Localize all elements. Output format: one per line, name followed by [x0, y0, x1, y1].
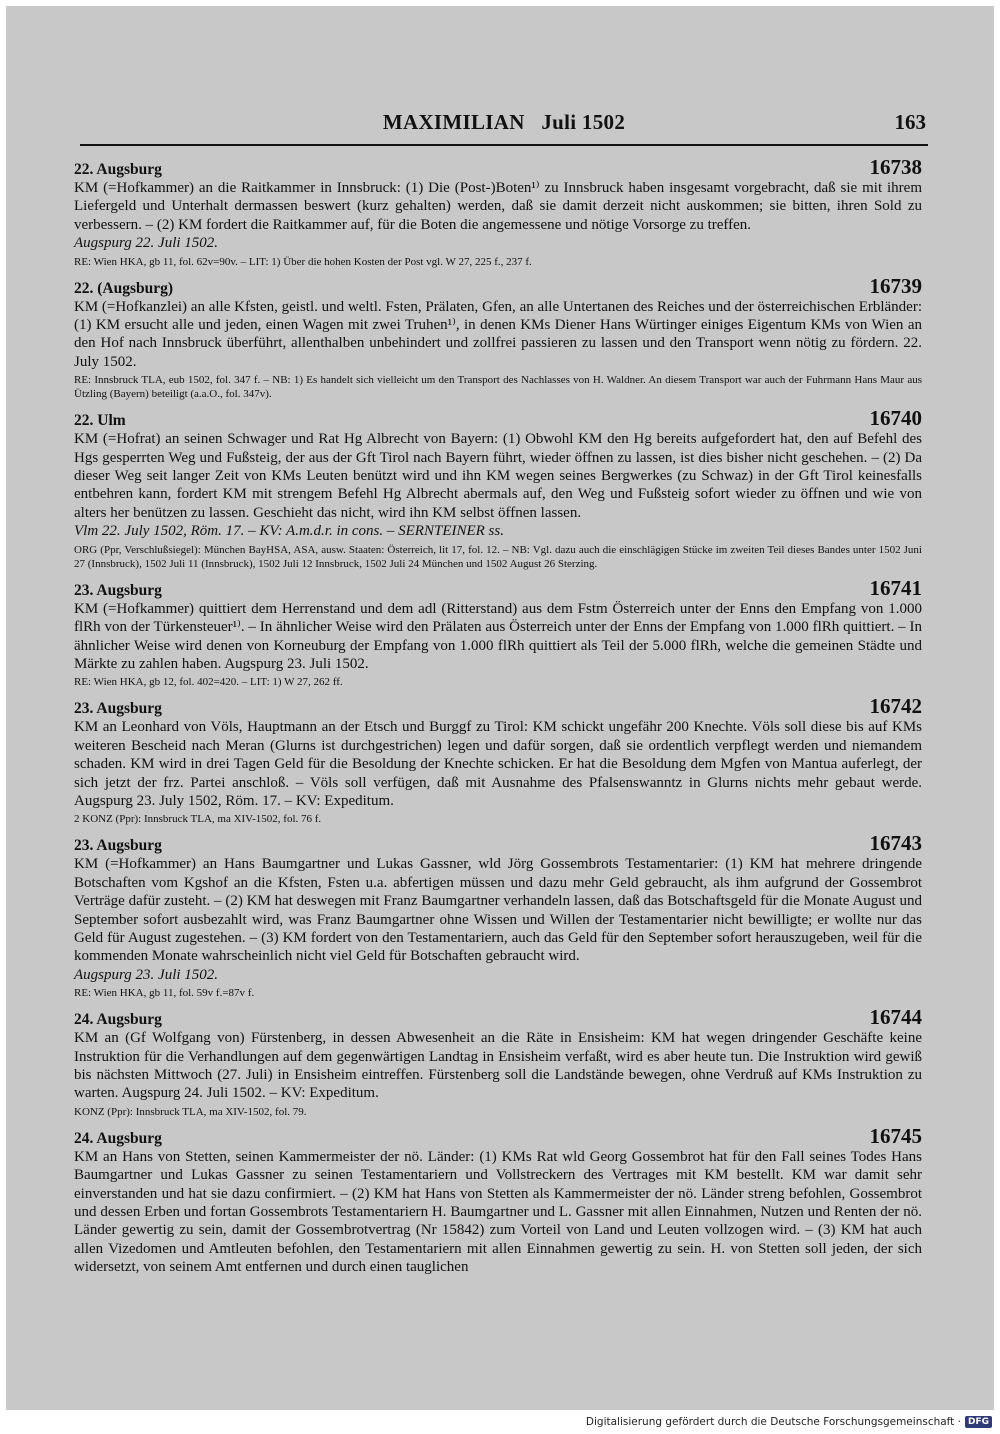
entry-number: 16743	[869, 831, 922, 856]
entry-reference: RE: Wien HKA, gb 11, fol. 62v=90v. – LIT: 1) Über die hohen Kosten der Post vgl. W 27, 225 f., 237 f.	[74, 255, 532, 268]
entry-body: KM an (Gf Wolfgang von) Fürstenberg, in dessen Abwesenheit an die Räte in Ensisheim: KM hat wegen dringender Geschäfte keine Instruktion für die Verhandlungen auf dem gegenwärtigen Landtag in Ensisheim verfaßt, wird es aber heute tun. Die Instruktion wird gewiß bis nächsten Mittwoch (27. Juli) in Ensisheim eintreffen. Fürstenberg soll die Landstände bewegen, ohne Verdruß auf KMs Instruktion zu warten. Augspurg 24. Juli 1502. – KV: Expeditum.	[74, 1030, 922, 1102]
entry-reference: RE: Wien HKA, gb 11, fol. 59v f.=87v f.	[74, 987, 255, 1000]
entry-date: 24. Augsburg	[74, 1011, 162, 1029]
entry-signature: Augspurg 22. Juli 1502.	[74, 235, 219, 252]
entry-16740	[74, 406, 922, 570]
entry-body: KM (=Hofkanzlei) an alle Kfsten, geistl. und weltl. Fsten, Prälaten, Gfen, an alle Untertanen des Reiches und der österreichischen Erbländer: (1) KM ersucht alle und jeden, einen Wagen mit zwei Truhen¹⁾, in denen KMs Diener Hans Würtinger einiges Eigentum KMs von Wien an den Hof nach Innsbruck überführt, allenthalben unbehindert und zollfrei passieren zu lassen und den Transport wenn nötig zu fördern. 22. July 1502.	[74, 298, 922, 370]
entry-body: KM an Leonhard von Völs, Hauptmann an der Etsch und Burggf zu Tirol: KM schickt ungefähr 200 Knechte. Völs soll diese bis auf KMs weiteren Bescheid nach Meran (Glurns ist durchgestrichen) legen und dafür sorgen, daß sie ordentlich verpflegt werden und niemandem schaden. KM wird in drei Tagen Geld für die Besoldung der Knechte schicken. Er hat die Besoldung dem Mgfen von Mantua auferlegt, der sich jetzt der frz. Partei anschloß. – Völs soll verfügen, daß mit Ausnahme des Pfalsenswanntz in Glurns nichts mehr gebaut werde. Augspurg 23. July 1502, Röm. 17. – KV: Expeditum.	[74, 719, 922, 809]
entry-reference: KONZ (Ppr): Innsbruck TLA, ma XIV-1502, fol. 79.	[74, 1105, 307, 1118]
entry-16741	[74, 575, 922, 690]
entry-reference: 2 KONZ (Ppr): Innsbruck TLA, ma XIV-1502, fol. 76 f.	[74, 813, 322, 826]
entry-body: KM (=Hofkammer) quittiert dem Herrenstand und dem adl (Ritterstand) aus dem Fstm Österreich unter der Enns den Empfang von 1.000 flRh von der Türkensteuer¹⁾. – In ähnlicher Weise wird den Prälaten aus Österreich unter der Enns der Empfang von 1.000 flRh quittiert. – In ähnlicher Weise wird denen von Korneuburg der Empfang von 1.000 flRh quittiert als Teil der 5.000 flRh, welche die gemeinen Städte und Märkte zu zahlen haben. Augspurg 23. Juli 1502.	[74, 600, 922, 672]
entry-16745	[74, 1123, 922, 1277]
entry-date: 23. Augsburg	[74, 837, 162, 855]
entry-16739	[74, 273, 922, 402]
entry-date: 22. (Augsburg)	[74, 279, 174, 297]
entry-body: KM (=Hofkammer) an die Raitkammer in Innsbruck: (1) Die (Post-)Boten¹⁾ zu Innsbruck haben insgesamt vorgebracht, daß sie mit ihrem Liefergeld und Unterhalt dermassen beswert (kurz gehalten) werden, daß sie damit derzeit nicht auskommen; sie bitten, ihren Sold zu verbessern. – (2) KM fordert die Raitkammer auf, für die Boten die angemessene und nötige Vorsorge zu treffen.	[74, 180, 922, 233]
entry-body: KM (=Hofrat) an seinen Schwager und Rat Hg Albrecht von Bayern: (1) Obwohl KM den Hg bereits aufgefordert hat, den auf Befehl des Hgs gesperrten Weg und Fußsteig, der aus der Gft Tirol nach Bayern führt, wieder öffnen zu lassen, ist dies bisher nicht geschehen. – (2) Da dieser Weg seit langer Zeit von KMs Leuten benützt wird und ihn KM wegen seines Bergwerkes (zu Schwaz) in der Gft Tirol keinesfalls entbehren kann, fordert KM mit strengem Befehl Hg Albrecht abermals auf, den Weg und Fußsteig sofort wieder zu öffnen und wie von alters her benützen zu lassen. Geschieht das nicht, wird ihn KM selbst öffnen lassen.	[74, 431, 922, 521]
entry-date: 23. Augsburg	[74, 581, 162, 599]
entry-16738	[74, 155, 922, 269]
entry-16743	[74, 831, 922, 1000]
entry-number: 16738	[869, 155, 922, 179]
entry-signature: Augspurg 23. Juli 1502.	[74, 966, 219, 983]
entry-number: 16741	[869, 575, 922, 600]
page-header	[80, 110, 928, 146]
entry-number: 16745	[869, 1123, 922, 1148]
entry-date: 22. Ulm	[74, 412, 126, 430]
entry-date: 23. Augsburg	[74, 700, 162, 718]
entry-number: 16744	[869, 1005, 922, 1030]
entry-date: 22. Augsburg	[74, 161, 162, 178]
page-footer	[586, 1416, 992, 1428]
entry-reference: RE: Innsbruck TLA, eub 1502, fol. 347 f. – NB: 1) Es handelt sich vielleicht um den Transport des Nachlasses von H. Waldner. An diesem Transport war auch der Fuhrmann Hans Maur aus Ützling (Bayern) beteiligt (a.a.O., fol. 347v).	[74, 374, 922, 401]
funding-note: Digitalisierung gefördert durch die Deutsche Forschungsgemeinschaft ·	[585, 1416, 961, 1428]
entry-reference: ORG (Ppr, Verschlußsiegel): München BayHSA, ASA, ausw. Staaten: Österreich, lit 17, fol. 12. – NB: Vgl. dazu auch die einschlägigen Stücke im zweiten Teil dieses Bandes unter 1502 Juni 27 (Innsbruck), 1502 Juli 11 (Innsbruck), 1502 Juli 12 Innsbruck, 1502 Juli 24 München und 1502 August 26 Sterzing.	[74, 543, 922, 570]
dfg-logo: DFG	[965, 1416, 992, 1428]
entry-number: 16742	[869, 694, 922, 719]
entry-date: 24. Augsburg	[74, 1129, 162, 1147]
entry-reference: RE: Wien HKA, gb 12, fol. 402=420. – LIT: 1) W 27, 262 ff.	[74, 676, 343, 689]
running-title: MAXIMILIAN Juli 1502	[382, 110, 626, 134]
entry-signature: Vlm 22. July 1502, Röm. 17. – KV: A.m.d.r. in cons. – SERNTEINER ss.	[74, 523, 504, 540]
page-number: 163	[894, 110, 926, 134]
entry-body: KM an Hans von Stetten, seinen Kammermeister der nö. Länder: (1) KMs Rat wld Georg Gossembrot hat für den Fall seines Todes Hans Baumgartner und Lukas Gassner zu seinen Testamentariern und Vollstreckern des Vertrages mit KM bestellt. KM war damit sehr einverstanden und hat sie dazu confirmiert. – (2) KM hat Hans von Stetten als Kammermeister der nö. Länder streng befohlen, Gossembrot und dessen Erben und fortan Gossembrots Testamentariern H. Baumgartner und L. Gassner mit allen Einnahmen, Nutzen und Renten der nö. Länder gewertig zu sein, damit der Gossembrotvertrag (Nr 15842) zum Vorteil von Land und Leuten vollzogen wird. – (3) KM hat auch allen Vizedomen und Amtleuten befohlen, den Testamentariern mit allen Einnahmen gewertig zu sein. H. von Stetten soll jeden, der sich widersetzt, von seinem Amt entfernen und durch einen tauglichen	[74, 1148, 922, 1276]
entry-number: 16739	[869, 273, 922, 298]
entry-body: KM (=Hofkammer) an Hans Baumgartner und Lukas Gassner, wld Jörg Gossembrots Testamentarier: (1) KM hat mehrere dringende Botschaften vom Kgshof an die Kfsten, Fsten u.a. abfertigen müssen und dazu mehr Geld gebraucht, als ihm aufgrund der Gossembrot Verträge dafür zusteht. – (2) KM hat deswegen mit Franz Baumgartner verhandeln lassen, daß das Botschaftsgeld für die Monate August und September sofort ausbezahlt wird, was Franz Baumgartner ohne Wissen und Willen der Testamentarier nicht bewilligte; er wollte nur das Geld für August zugestehen. – (3) KM fordert von den Testamentariern, auch das Geld für den September sofort herauszugeben, weil für die kommenden Monate wahrscheinlich nicht viel Geld für Botschaften gebraucht wird.	[74, 856, 922, 965]
entries-list	[74, 155, 922, 1285]
entry-16742	[74, 694, 922, 826]
entry-number: 16740	[869, 406, 922, 431]
entry-16744	[74, 1005, 922, 1119]
